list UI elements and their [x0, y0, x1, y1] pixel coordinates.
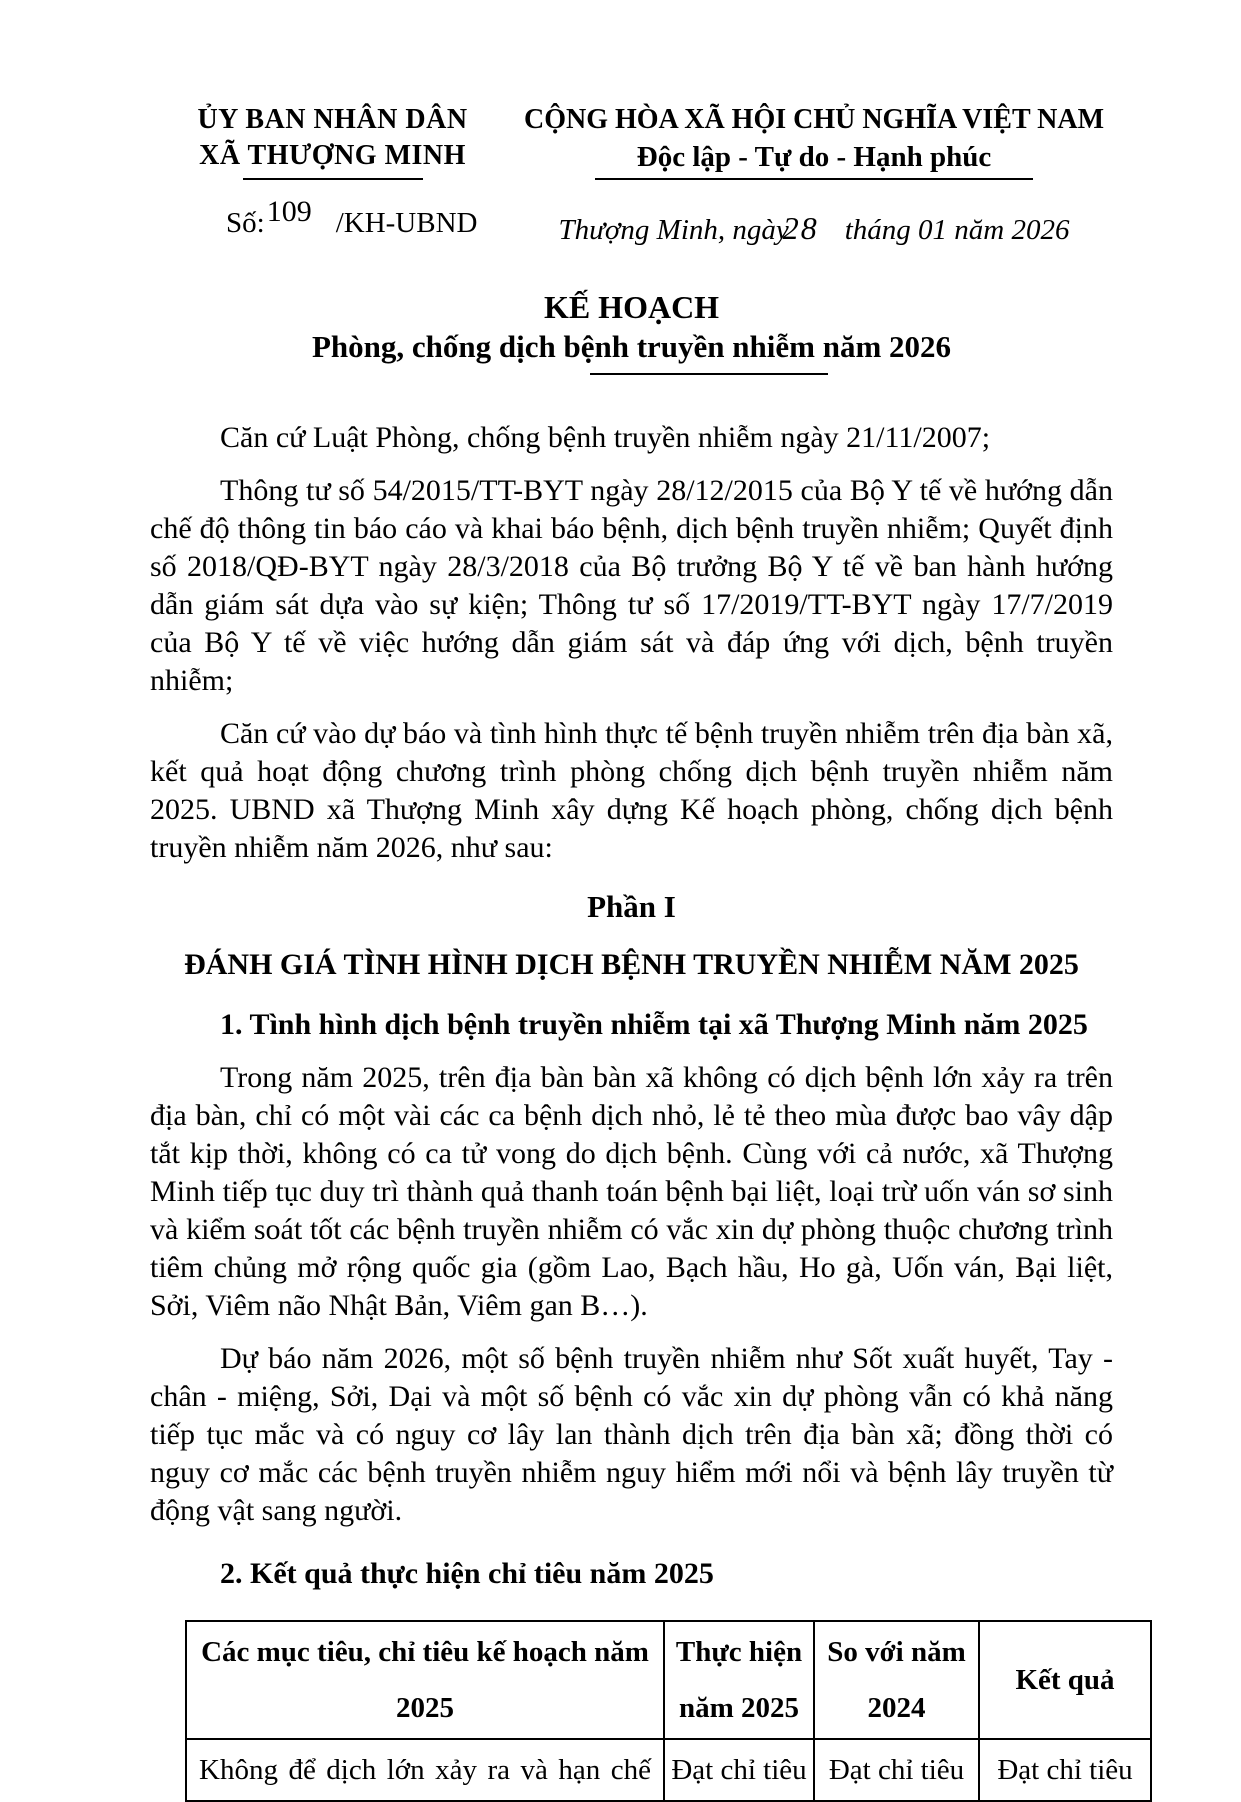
cell-vs-2024: Đạt chỉ tiêu: [814, 1739, 979, 1801]
document-number-line: [150, 195, 515, 240]
legal-basis-paragraph-3: Căn cứ vào dự báo và tình hình thực tế bệnh truyền nhiễm trên địa bàn xã, kết quả hoạt động chương trình phòng chống dịch bệnh truyền nhiễm năm 2025. UBND xã Thượng Minh xây dựng Kế hoạch phòng, chống dịch bệnh truyền nhiễm năm 2026, như sau:: [150, 717, 1113, 864]
section-2-heading: 2. Kết quả thực hiện chỉ tiêu năm 2025: [220, 1557, 714, 1590]
section-1-heading: 1. Tình hình dịch bệnh truyền nhiễm tại xã Thượng Minh năm 2025: [220, 1008, 1088, 1041]
column-header-vs-2024: So với năm 2024: [814, 1621, 979, 1739]
legal-basis-paragraph-1: Căn cứ Luật Phòng, chống bệnh truyền nhiễm ngày 21/11/2007;: [220, 421, 991, 454]
national-motto-block: [515, 102, 1113, 247]
section-1-paragraph-1: Trong năm 2025, trên địa bàn bàn xã không có dịch bệnh lớn xảy ra trên địa bàn, chỉ có một vài các ca bệnh dịch nhỏ, lẻ tẻ theo mùa được bao vây dập tắt kịp thời, không có ca tử vong do dịch bệnh. Cùng với cả nước, xã Thượng Minh tiếp tục duy trì thành quả thanh toán bệnh bại liệt, loại trừ uốn ván sơ sinh và kiểm soát tốt các bệnh truyền nhiễm có vắc xin dự phòng thuộc chương trình tiêm chủng mở rộng quốc gia (gồm Lao, Bạch hầu, Ho gà, Uốn ván, Bại liệt, Sởi, Viêm não Nhật Bản, Viêm gan B…).: [150, 1061, 1113, 1322]
results-table-header: [186, 1621, 1151, 1739]
part-1-heading: Phần I: [587, 889, 676, 924]
document-number-label: Số:: [226, 207, 265, 239]
results-table: [185, 1620, 1152, 1802]
place-date-line: [515, 210, 1113, 247]
motto-underline: [595, 178, 1033, 180]
authority-name-line2: XÃ THƯỢNG MINH: [199, 140, 466, 171]
column-header-result: Kết quả: [979, 1621, 1151, 1739]
document-title-block: [150, 287, 1113, 375]
authority-underline: [243, 178, 423, 180]
date-day-handwritten: 28: [782, 210, 819, 246]
document-body: [150, 419, 1133, 1802]
document-number-handwritten: 109: [266, 195, 312, 228]
cell-performed-2025: Đạt chỉ tiêu: [664, 1739, 814, 1801]
cell-target-text: Không để dịch lớn xảy ra và hạn chế: [186, 1739, 664, 1801]
date-suffix: tháng 01 năm 2026: [844, 214, 1070, 246]
results-table-body: [186, 1739, 1151, 1801]
cell-result: Đạt chỉ tiêu: [979, 1739, 1151, 1801]
authority-name-line1: ỦY BAN NHÂN DÂN: [197, 104, 468, 135]
document-subtitle: Phòng, chống dịch bệnh truyền nhiễm năm 2026: [311, 329, 952, 364]
legal-basis-paragraph-2: Thông tư số 54/2015/TT-BYT ngày 28/12/2015 của Bộ Y tế về hướng dẫn chế độ thông tin báo cáo và khai báo bệnh, dịch bệnh truyền nhiễm; Quyết định số 2018/QĐ-BYT ngày 28/3/2018 của Bộ trưởng Bộ Y tế về ban hành hướng dẫn giám sát dựa vào sự kiện; Thông tư số 17/2019/TT-BYT ngày 17/7/2019 của Bộ Y tế về việc hướng dẫn giám sát và đáp ứng với dịch, bệnh truyền nhiễm;: [150, 474, 1113, 697]
part-1-subheading: ĐÁNH GIÁ TÌNH HÌNH DỊCH BỆNH TRUYỀN NHIỄM NĂM 2025: [184, 948, 1079, 981]
national-title: CỘNG HÒA XÃ HỘI CHỦ NGHĨA VIỆT NAM: [523, 104, 1105, 135]
document-header: [150, 102, 1113, 247]
table-row: [186, 1739, 1151, 1801]
date-prefix: Thượng Minh, ngày: [558, 214, 789, 246]
column-header-targets: Các mục tiêu, chỉ tiêu kế hoạch năm 2025: [186, 1621, 664, 1739]
document-title: KẾ HOẠCH: [543, 289, 720, 325]
document-number-suffix: /KH-UBND: [335, 207, 478, 239]
issuing-authority-block: [150, 102, 515, 240]
section-1-paragraph-2: Dự báo năm 2026, một số bệnh truyền nhiễm như Sốt xuất huyết, Tay - chân - miệng, Sởi, Dại và một số bệnh có vắc xin dự phòng vẫn có khả năng tiếp tục mắc và có nguy cơ lây lan thành dịch trên địa bàn xã; đồng thời có nguy cơ mắc các bệnh truyền nhiễm nguy hiểm mới nổi và bệnh lây truyền từ động vật sang người.: [150, 1342, 1113, 1527]
table-header-row: [186, 1621, 1151, 1739]
column-header-performed-2025: Thực hiện năm 2025: [664, 1621, 814, 1739]
national-motto: Độc lập - Tự do - Hạnh phúc: [636, 141, 992, 173]
title-underline: [590, 373, 828, 375]
